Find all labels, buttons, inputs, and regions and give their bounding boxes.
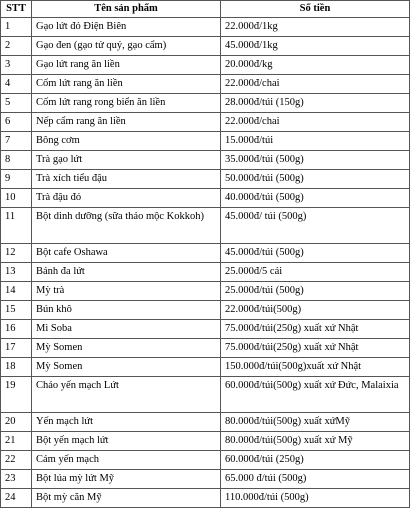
row-price: 40.000đ/túi (500g) xyxy=(221,189,410,208)
row-product-name: Gạo lứt đỏ Điện Biên xyxy=(32,18,221,37)
row-stt: 11 xyxy=(1,208,32,244)
row-product-name: Gạo đen (gạo tử quý, gạo cẩm) xyxy=(32,37,221,56)
row-product-name: Cám yến mạch xyxy=(32,451,221,470)
row-price: 28.000đ/túi (150g) xyxy=(221,94,410,113)
row-stt: 2 xyxy=(1,37,32,56)
table-row xyxy=(1,94,410,113)
row-stt: 13 xyxy=(1,263,32,282)
row-stt: 14 xyxy=(1,282,32,301)
row-price: 20.000đ/kg xyxy=(221,56,410,75)
table-row xyxy=(1,377,410,413)
row-stt: 4 xyxy=(1,75,32,94)
table-row xyxy=(1,489,410,508)
row-price: 50.000đ/túi (500g) xyxy=(221,170,410,189)
row-product-name: Cốm lứt rang ăn liền xyxy=(32,75,221,94)
table-row xyxy=(1,263,410,282)
row-stt: 23 xyxy=(1,470,32,489)
row-price: 60.000đ/túi (250g) xyxy=(221,451,410,470)
row-price: 80.000đ/túi(500g) xuất xứ Mỹ xyxy=(221,432,410,451)
row-price: 22.000đ/chai xyxy=(221,113,410,132)
row-product-name: Bún khô xyxy=(32,301,221,320)
row-price: 65.000 đ/túi (500g) xyxy=(221,470,410,489)
table-row xyxy=(1,189,410,208)
row-price: 75.000đ/túi(250g) xuất xứ Nhật xyxy=(221,320,410,339)
row-product-name: Bột cafe Oshawa xyxy=(32,244,221,263)
row-product-name: Gạo lứt rang ăn liền xyxy=(32,56,221,75)
row-product-name: Bột yến mạch lứt xyxy=(32,432,221,451)
row-product-name: Trà gạo lứt xyxy=(32,151,221,170)
table-row xyxy=(1,75,410,94)
row-stt: 5 xyxy=(1,94,32,113)
table-row xyxy=(1,37,410,56)
table-row xyxy=(1,170,410,189)
table-row xyxy=(1,339,410,358)
row-price: 45.000đ/1kg xyxy=(221,37,410,56)
row-price: 22.000đ/chai xyxy=(221,75,410,94)
row-stt: 7 xyxy=(1,132,32,151)
row-stt: 17 xyxy=(1,339,32,358)
row-price: 25.000đ/5 cái xyxy=(221,263,410,282)
table-row xyxy=(1,208,410,244)
row-stt: 22 xyxy=(1,451,32,470)
row-stt: 1 xyxy=(1,18,32,37)
row-price: 45.000đ/túi (500g) xyxy=(221,244,410,263)
row-product-name: Nếp cẩm rang ăn liền xyxy=(32,113,221,132)
row-stt: 10 xyxy=(1,189,32,208)
row-stt: 21 xyxy=(1,432,32,451)
table-row xyxy=(1,358,410,377)
table-row xyxy=(1,301,410,320)
row-stt: 15 xyxy=(1,301,32,320)
row-product-name: Cốm lứt rang rong biển ăn liền xyxy=(32,94,221,113)
row-price: 15.000đ/túi xyxy=(221,132,410,151)
table-row xyxy=(1,132,410,151)
row-stt: 20 xyxy=(1,413,32,432)
row-product-name: Bánh đa lứt xyxy=(32,263,221,282)
row-product-name: Bột lúa mỳ lứt Mỹ xyxy=(32,470,221,489)
row-product-name: Bột mỳ căn Mỹ xyxy=(32,489,221,508)
row-stt: 6 xyxy=(1,113,32,132)
table-row xyxy=(1,244,410,263)
row-product-name: Bông cơm xyxy=(32,132,221,151)
row-price: 45.000đ/ túi (500g) xyxy=(221,208,410,244)
header-price: Số tiền xyxy=(221,1,410,18)
table-row xyxy=(1,470,410,489)
row-stt: 24 xyxy=(1,489,32,508)
row-price: 150.000đ/túi(500g)xuất xứ Nhật xyxy=(221,358,410,377)
table-row xyxy=(1,113,410,132)
row-product-name: Mì Soba xyxy=(32,320,221,339)
row-price: 22.000đ/1kg xyxy=(221,18,410,37)
row-price: 35.000đ/túi (500g) xyxy=(221,151,410,170)
table-row xyxy=(1,451,410,470)
row-product-name: Cháo yến mạch Lứt xyxy=(32,377,221,413)
row-stt: 3 xyxy=(1,56,32,75)
table-row xyxy=(1,18,410,37)
table-row xyxy=(1,151,410,170)
table-row xyxy=(1,432,410,451)
row-product-name: Mỳ trà xyxy=(32,282,221,301)
header-product-name: Tên sản phẩm xyxy=(32,1,221,18)
table-row xyxy=(1,320,410,339)
row-product-name: Trà đậu đỏ xyxy=(32,189,221,208)
row-product-name: Mỳ Somen xyxy=(32,339,221,358)
row-stt: 18 xyxy=(1,358,32,377)
table-body xyxy=(1,18,410,508)
header-stt: STT xyxy=(1,1,32,18)
row-stt: 16 xyxy=(1,320,32,339)
row-product-name: Mỳ Somen xyxy=(32,358,221,377)
row-stt: 19 xyxy=(1,377,32,413)
row-stt: 9 xyxy=(1,170,32,189)
row-price: 25.000đ/túi (500g) xyxy=(221,282,410,301)
row-price: 80.000đ/túi(500g) xuất xứMỹ xyxy=(221,413,410,432)
row-price: 75.000đ/túi(250g) xuất xứ Nhật xyxy=(221,339,410,358)
row-product-name: Trà xích tiểu đậu xyxy=(32,170,221,189)
row-stt: 8 xyxy=(1,151,32,170)
table-row xyxy=(1,413,410,432)
row-price: 22.000đ/túi(500g) xyxy=(221,301,410,320)
row-price: 110.000đ/túi (500g) xyxy=(221,489,410,508)
row-product-name: Bột dinh dưỡng (sữa thảo mộc Kokkoh) xyxy=(32,208,221,244)
table-header-row xyxy=(1,1,410,18)
table-row xyxy=(1,56,410,75)
table-row xyxy=(1,282,410,301)
row-product-name: Yến mạch lứt xyxy=(32,413,221,432)
row-price: 60.000đ/túi(500g) xuất xứ Đức, Malaixia xyxy=(221,377,410,413)
row-stt: 12 xyxy=(1,244,32,263)
